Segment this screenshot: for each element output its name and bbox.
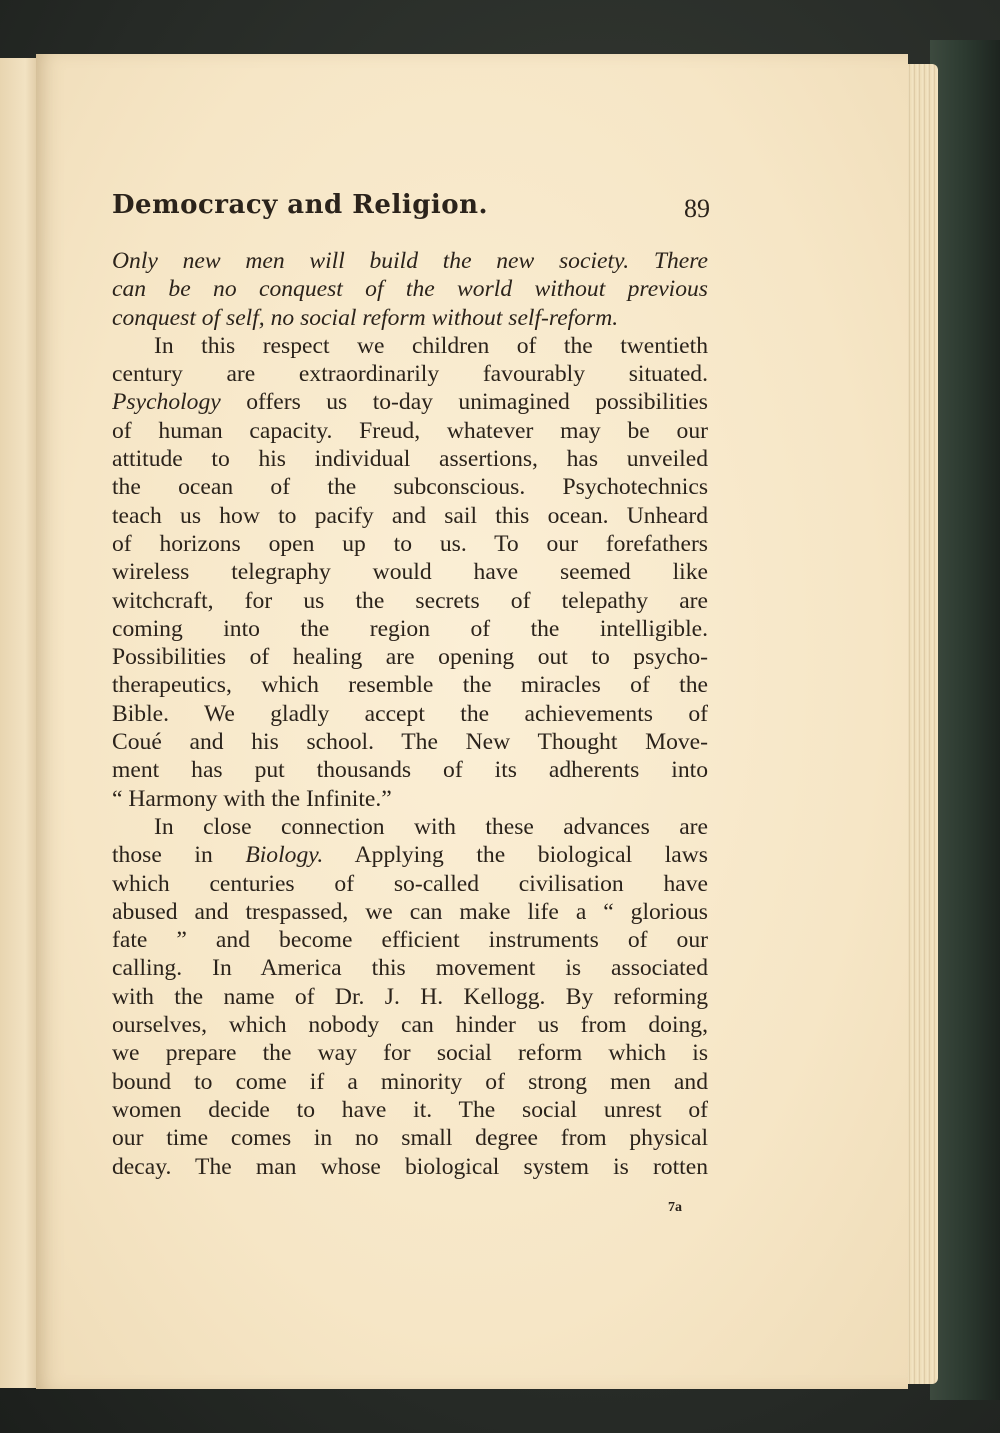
text-line: In close connection with these advances are	[154, 813, 708, 840]
text-line: wireless telegraphy would have seemed like	[112, 559, 708, 586]
text-line: Only new men will build the new society. There	[112, 248, 708, 274]
text-line: “ Harmony with the Infinite.”	[112, 785, 392, 812]
text-line: bound to come if a minority of strong men and	[112, 1068, 708, 1095]
text-line: we prepare the way for social reform which is	[112, 1040, 708, 1067]
text-line: which centuries of so-called civilisation have	[112, 870, 708, 897]
text-line: century are extraordinarily favourably situated.	[112, 361, 708, 388]
text-line: witchcraft, for us the secrets of telepathy are	[112, 587, 708, 614]
body-text	[112, 247, 708, 1181]
text-line: our time comes in no small degree from physical	[112, 1125, 708, 1152]
text-line: of horizons open up to us. To our forefathers	[112, 530, 708, 557]
text-line: Coué and his school. The New Thought Move-	[112, 729, 708, 756]
text-line: can be no conquest of the world without previous	[112, 276, 708, 303]
text-line: therapeutics, which resemble the miracles of the	[112, 672, 708, 699]
emphasis-biology: Biology.	[245, 842, 324, 869]
text-line	[112, 841, 708, 869]
text-line: of human capacity. Freud, whatever may be our	[112, 417, 708, 444]
text-line: Possibilities of healing are opening out to psycho-	[112, 644, 708, 671]
text-line: abused and trespassed, we can make life a “ glorious	[112, 898, 708, 925]
text-line: attitude to his individual assertions, has unveiled	[112, 446, 708, 473]
text-line: coming into the region of the intelligible.	[112, 615, 708, 642]
running-head	[112, 190, 710, 226]
text-line: Bible. We gladly accept the achievements of	[112, 700, 708, 727]
page-number: 89	[684, 194, 710, 223]
running-head-title: Democracy and Religion.	[112, 190, 489, 220]
text-fragment: offers us to-day unimagined possibilities	[246, 389, 708, 416]
text-line: In this respect we children of the twentieth	[154, 332, 708, 359]
signature-mark: 7a	[668, 1200, 682, 1215]
text-line: ourselves, which nobody can hinder us from doing,	[112, 1012, 708, 1039]
emphasis-psychology: Psychology	[112, 389, 221, 416]
cover-edge	[930, 40, 1000, 1400]
text-line: women decide to have it. The social unrest of	[112, 1096, 708, 1123]
text-line: conquest of self, no social reform without self-reform.	[112, 304, 619, 331]
text-fragment: those in	[112, 842, 213, 869]
text-line: the ocean of the subconscious. Psychotechnics	[112, 474, 708, 501]
text-line: decay. The man whose biological system is rotten	[112, 1153, 708, 1180]
text-line: fate ” and become efficient instruments of our	[112, 927, 708, 954]
text-fragment: Applying the biological laws	[354, 842, 708, 869]
text-line: ment has put thousands of its adherents into	[112, 757, 708, 784]
text-line: calling. In America this movement is associated	[112, 955, 708, 982]
text-line: teach us how to pacify and sail this ocean. Unheard	[112, 502, 708, 529]
text-line	[112, 388, 708, 416]
text-line: with the name of Dr. J. H. Kellogg. By reforming	[112, 983, 708, 1010]
